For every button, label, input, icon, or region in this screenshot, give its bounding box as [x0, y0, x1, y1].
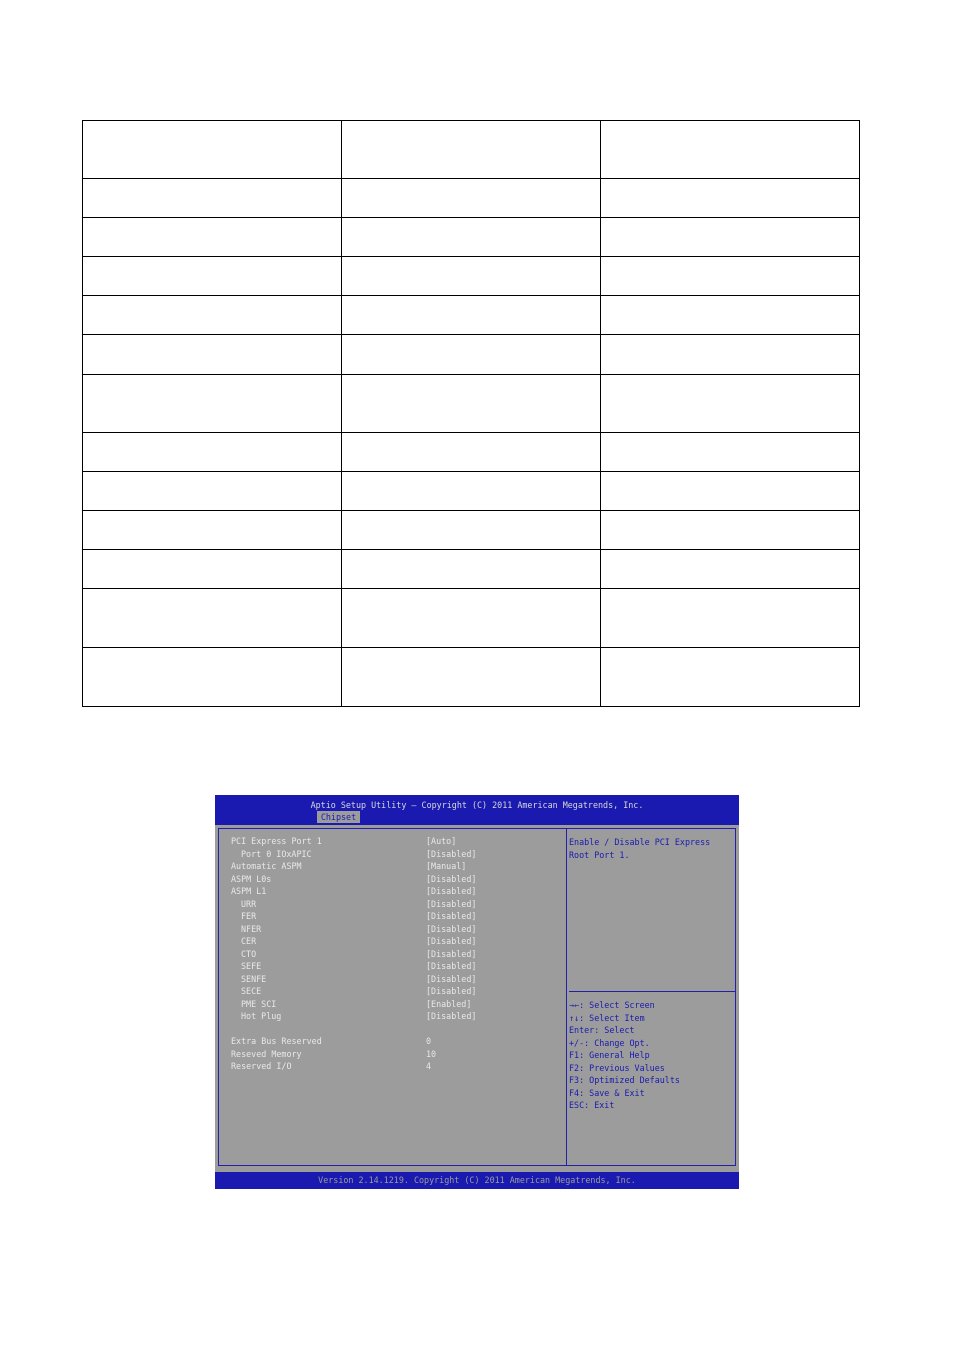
- key-help-line: →←: Select Screen: [569, 1000, 655, 1010]
- setting-label: Reseved Memory: [231, 1048, 302, 1059]
- table-row: [83, 550, 860, 589]
- setting-label: SECE: [241, 986, 262, 996]
- key-help-line: +/-: Change Opt.: [569, 1037, 650, 1048]
- setting-label: Extra Bus Reserved: [231, 1036, 322, 1046]
- table-row: [83, 179, 860, 218]
- setting-row[interactable]: [231, 873, 571, 886]
- table-row: [83, 648, 860, 707]
- setting-row[interactable]: [231, 910, 571, 923]
- setting-label: CER: [241, 936, 257, 946]
- setting-value[interactable]: [Disabled]: [426, 873, 477, 884]
- key-help-line: F1: General Help: [569, 1050, 650, 1060]
- setting-row[interactable]: [231, 998, 571, 1011]
- setting-value[interactable]: [Auto]: [426, 836, 457, 846]
- setting-value[interactable]: 4: [426, 1061, 432, 1071]
- table-row: [83, 218, 860, 257]
- setting-row[interactable]: [231, 948, 571, 961]
- bios-screen: [215, 795, 739, 1189]
- table-row: [83, 335, 860, 375]
- setting-label: ASPM L1: [231, 886, 267, 896]
- table-row: [83, 433, 860, 472]
- key-help-line: F4: Save & Exit: [569, 1087, 645, 1098]
- setting-row[interactable]: [231, 1060, 571, 1073]
- setting-label: Hot Plug: [241, 1011, 282, 1021]
- setting-label: Reserved I/O: [231, 1061, 292, 1071]
- key-help-line: Enter: Select: [569, 1025, 635, 1035]
- key-help-line: ↑↓: Select Item: [569, 1012, 645, 1023]
- setting-label: SEFE: [241, 961, 262, 971]
- table-row: [83, 589, 860, 648]
- setting-row[interactable]: [231, 935, 571, 948]
- setting-value[interactable]: [Disabled]: [426, 936, 477, 946]
- setting-label: CTO: [241, 948, 257, 959]
- bios-main-frame: [218, 828, 736, 1166]
- setting-label: Automatic ASPM: [231, 861, 302, 871]
- setting-row[interactable]: [231, 860, 571, 873]
- table-row: [83, 296, 860, 335]
- help-divider: [569, 991, 735, 992]
- setting-label: PCI Express Port 1: [231, 836, 322, 846]
- document-table: [82, 120, 860, 707]
- setting-label: FER: [241, 911, 257, 921]
- setting-label: ASPM L0s: [231, 873, 272, 884]
- setting-value[interactable]: 10: [426, 1048, 437, 1059]
- bios-title: Aptio Setup Utility – Copyright (C) 2011 American Megatrends, Inc.: [310, 800, 644, 810]
- setting-row[interactable]: [231, 885, 571, 898]
- setting-row[interactable]: [231, 973, 571, 986]
- setting-label: SENFE: [241, 973, 267, 984]
- setting-row[interactable]: [231, 898, 571, 911]
- setting-value[interactable]: [Disabled]: [426, 1011, 477, 1021]
- setting-row[interactable]: [231, 960, 571, 973]
- setting-value[interactable]: [Disabled]: [426, 886, 477, 896]
- bios-header: [215, 795, 739, 825]
- setting-label: NFER: [241, 923, 262, 934]
- table-row: [83, 375, 860, 433]
- setting-row[interactable]: [231, 923, 571, 936]
- item-help-text: [569, 836, 735, 861]
- tab-chipset[interactable]: Chipset: [317, 811, 360, 823]
- setting-value[interactable]: [Disabled]: [426, 848, 477, 859]
- key-help-line: F3: Optimized Defaults: [569, 1075, 680, 1085]
- setting-value[interactable]: [Enabled]: [426, 998, 472, 1009]
- bios-footer: Version 2.14.1219. Copyright (C) 2011 American Megatrends, Inc.: [215, 1172, 739, 1189]
- setting-row[interactable]: [231, 835, 571, 848]
- setting-label: Port 0 IOxAPIC: [241, 848, 312, 859]
- help-line: Enable / Disable PCI Express: [569, 837, 711, 847]
- setting-row[interactable]: [231, 1010, 571, 1023]
- setting-label: URR: [241, 898, 257, 909]
- setting-row[interactable]: [231, 1048, 571, 1061]
- key-help-line: F2: Previous Values: [569, 1062, 665, 1073]
- setting-value[interactable]: [Disabled]: [426, 948, 477, 959]
- key-help-line: ESC: Exit: [569, 1100, 615, 1110]
- setting-value[interactable]: [Disabled]: [426, 911, 477, 921]
- table-row: [83, 472, 860, 511]
- setting-value[interactable]: [Disabled]: [426, 898, 477, 909]
- setting-value[interactable]: 0: [426, 1036, 432, 1046]
- setting-value[interactable]: [Manual]: [426, 861, 467, 871]
- key-legend: [569, 999, 735, 1112]
- setting-row[interactable]: [231, 848, 571, 861]
- setting-value[interactable]: [Disabled]: [426, 961, 477, 971]
- setting-value[interactable]: [Disabled]: [426, 986, 477, 996]
- table-row: [83, 257, 860, 296]
- table-row: [83, 121, 860, 179]
- setting-row[interactable]: [231, 985, 571, 998]
- help-line: Root Port 1.: [569, 849, 630, 860]
- setting-label: PME SCI: [241, 998, 277, 1009]
- setting-row[interactable]: [231, 1035, 571, 1048]
- setting-value[interactable]: [Disabled]: [426, 973, 477, 984]
- setting-value[interactable]: [Disabled]: [426, 923, 477, 934]
- table-row: [83, 511, 860, 550]
